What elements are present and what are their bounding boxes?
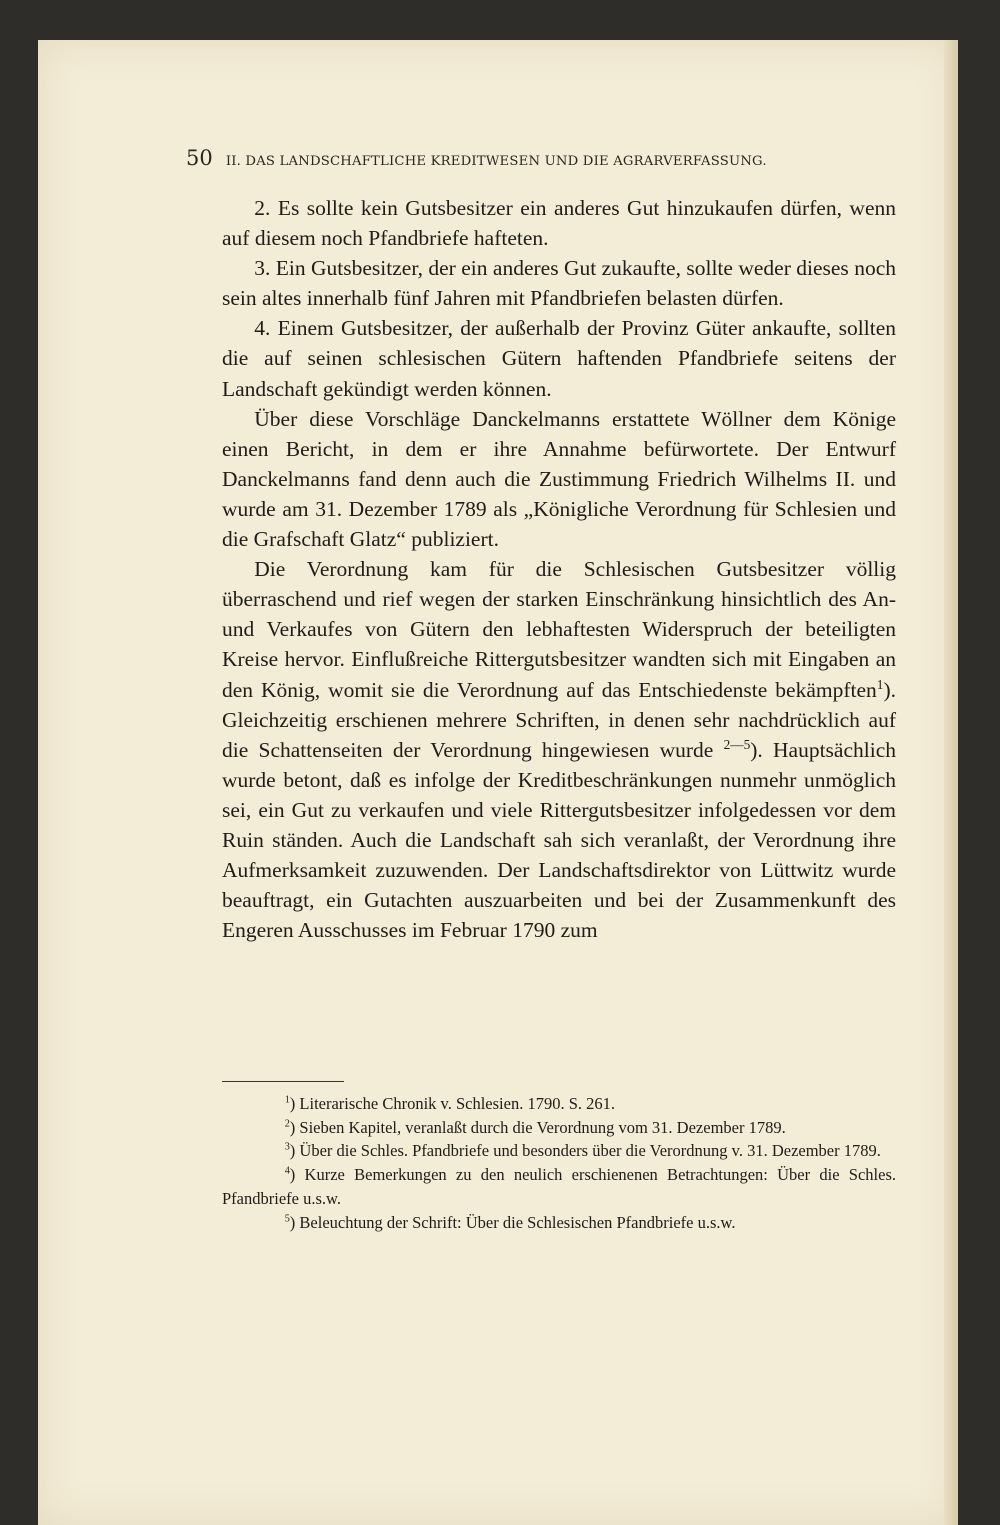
- footnote-text: ) Literarische Chronik v. Schlesien. 1790. S. 261.: [289, 1094, 616, 1113]
- footnote: [222, 1116, 896, 1140]
- paragraph: 2. Es sollte kein Gutsbesitzer ein anderes Gut hinzukaufen dürfen, wenn auf diesem noch Pfandbriefe hafteten.: [222, 196, 896, 251]
- footnote-mark: 2: [284, 1118, 290, 1130]
- footnote-text: ) Kurze Bemerkungen zu den neulich erschienenen Betrachtungen: Über die Schles. Pfandbriefe u.s.w.: [222, 1165, 896, 1208]
- footnote-mark: 1: [284, 1094, 290, 1106]
- paragraph-text: ). Hauptsächlich wurde betont, daß es infolge der Kreditbeschränkungen nunmehr unmöglich sei, ein Gut zu verkaufen und viele Rittergutsbesitzer infolgedessen vor dem Ruin ständen. Auch die Landschaft sah sich veranlaßt, der Verordnung ihre Aufmerksamkeit zuzuwenden. Der Landschaftsdirektor von Lüttwitz wurde beauftragt, ein Gutachten auszuarbeiten und bei der Zusammenkunft des Engeren Ausschusses im Februar 1790 zum: [222, 737, 896, 943]
- footnote: [222, 1139, 896, 1163]
- footnote-mark: 4: [284, 1165, 290, 1177]
- footnote-reference: 2—5: [723, 736, 751, 752]
- footnote-text: ) Sieben Kapitel, veranlaßt durch die Verordnung vom 31. Dezember 1789.: [289, 1117, 786, 1137]
- running-head: [186, 146, 896, 170]
- running-title: II. DAS LANDSCHAFTLICHE KREDITWESEN UND DIE AGRARVERFASSUNG.: [225, 154, 767, 169]
- footnote: [222, 1092, 896, 1116]
- footnote: [222, 1211, 896, 1235]
- footnote-mark: 5: [284, 1213, 290, 1225]
- footnote-rule: [222, 1081, 344, 1082]
- paragraph: [222, 554, 896, 945]
- footnote-text: ) Über die Schles. Pfandbriefe und besonders über die Verordnung v. 31. Dezember 1789.: [289, 1141, 881, 1161]
- body-text: [222, 193, 896, 945]
- page-number: 50: [186, 146, 213, 170]
- footnote-text: ) Beleuchtung der Schrift: Über die Schlesischen Pfandbriefe u.s.w.: [289, 1212, 736, 1232]
- paragraph: 3. Ein Gutsbesitzer, der ein anderes Gut zukaufte, sollte weder dieses noch sein altes innerhalb fünf Jahren mit Pfandbriefen belasten dürfen.: [222, 256, 896, 311]
- paragraph-text: Die Verordnung kam für die Schlesischen Gutsbesitzer völlig überraschend und rief wegen der starken Einschränkung hinsichtlich des An- und Verkaufes von Gütern den lebhaftesten Widerspruch der beteiligten Kreise hervor. Einflußreiche Rittergutsbesitzer wandten sich mit Eingaben an den König, womit sie die Verordnung auf das Entschiedenste bekämpften: [222, 557, 896, 702]
- paragraph-text: ). Gleichzeitig erschienen mehrere Schriften, in denen sehr nachdrücklich auf die Schattenseiten der Verordnung hingewiesen wurde: [222, 677, 896, 762]
- footnotes: [222, 1092, 896, 1234]
- paragraph: Über diese Vorschläge Danckelmanns erstattete Wöllner dem Könige einen Bericht, in dem er ihre Annahme befürwortete. Der Entwurf Danckelmanns fand denn auch die Zustimmung Friedrich Wilhelms II. und wurde am 31. Dezember 1789 als „Königliche Verordnung für Schlesien und die Grafschaft Glatz“ publiziert.: [222, 406, 896, 552]
- footnote-mark: 3: [284, 1141, 290, 1153]
- footnote-reference: 1: [876, 676, 884, 692]
- page-edge: [944, 40, 958, 1525]
- footnote: [222, 1163, 896, 1210]
- paragraph: 4. Einem Gutsbesitzer, der außerhalb der Provinz Güter ankaufte, sollten die auf seinen schlesischen Gütern haftenden Pfandbriefe seitens der Landschaft gekündigt werden können.: [222, 316, 896, 401]
